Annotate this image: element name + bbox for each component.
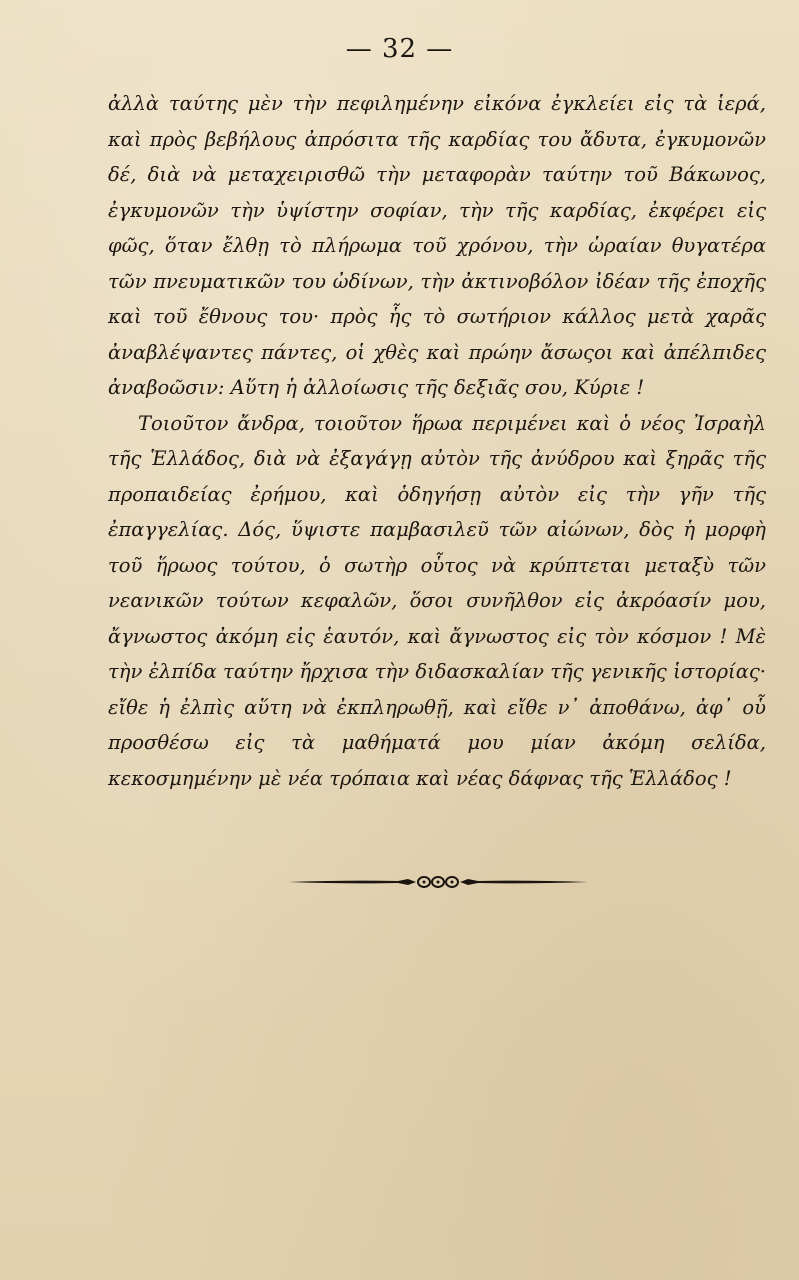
body-text [108, 86, 766, 796]
page-number: — 32 — [345, 34, 454, 64]
paragraph-continuation: ἀλλὰ ταύτης μὲν τὴν πεφιλημένην εἰκόνα ἐγκλείει εἰς τὰ ἱερά, καὶ πρὸς βεβήλους ἀπρόσιτα τῆς καρδίας του ἄδυτα, ἐγκυμονῶν δέ, διὰ νὰ μεταχειρισθῶ τὴν μεταφορὰν ταύτην τοῦ Βάκωνος, ἐγκυμονῶν τὴν ὑψίστην σοφίαν, τὴν τῆς καρδίας, ἐκφέρει εἰς φῶς, ὅταν ἔλθῃ τὸ πλήρωμα τοῦ χρόνου, τὴν ὡραίαν θυγατέρα τῶν πνευματικῶν του ὠδίνων, τὴν ἀκτινοβόλον ἰδέαν τῆς ἐποχῆς καὶ τοῦ ἔθνους του· πρὸς ἧς τὸ σωτήριον κάλλος μετὰ χαρᾶς ἀναβλέψαντες πάντες, οἱ χθὲς καὶ πρώην ἄσωςοι καὶ ἀπέλπιδες ἀναβοῶσιν: Αὕτη ἡ ἀλλοίωσις τῆς δεξιᾶς σου, Κύριε ! [108, 92, 766, 399]
paragraph-closing: Τοιοῦτον ἄνδρα, τοιοῦτον ἥρωα περιμένει καὶ ὁ νέος Ἰσραὴλ τῆς Ἑλλάδος, διὰ νὰ ἐξαγάγῃ αὐτὸν τῆς ἀνύδρου καὶ ξηρᾶς τῆς προπαιδείας ἐρήμου, καὶ ὁδηγήσῃ αὐτὸν εἰς τὴν γῆν τῆς ἐπαγγελίας. Δός, ὕψιστε παμβασιλεῦ τῶν αἰώνων, δὸς ἡ μορφὴ τοῦ ἥρωος τούτου, ὁ σωτὴρ οὗτος νὰ κρύπτεται μεταξὺ τῶν νεανικῶν τούτων κεφαλῶν, ὅσοι συνῆλθον εἰς ἀκρόασίν μου, ἄγνωστος ἀκόμη εἰς ἑαυτόν, καὶ ἄγνωστος εἰς τὸν κόσμον ! Μὲ τὴν ἐλπίδα ταύτην ἤρχισα τὴν διδασκαλίαν τῆς γενικῆς ἱστορίας· εἴθε ἡ ἐλπὶς αὕτη νὰ ἐκπληρωθῇ, καὶ εἴθε ν᾽ ἀποθάνω, ἀφ᾽ οὗ προσθέσω εἰς τὰ μαθήματά μου μίαν ἀκόμη σελίδα, κεκοσμημένην μὲ νέα τρόπαια καὶ νέας δάφνας τῆς Ἑλλάδος ! [108, 411, 766, 790]
tailpiece-ornament [288, 872, 588, 892]
